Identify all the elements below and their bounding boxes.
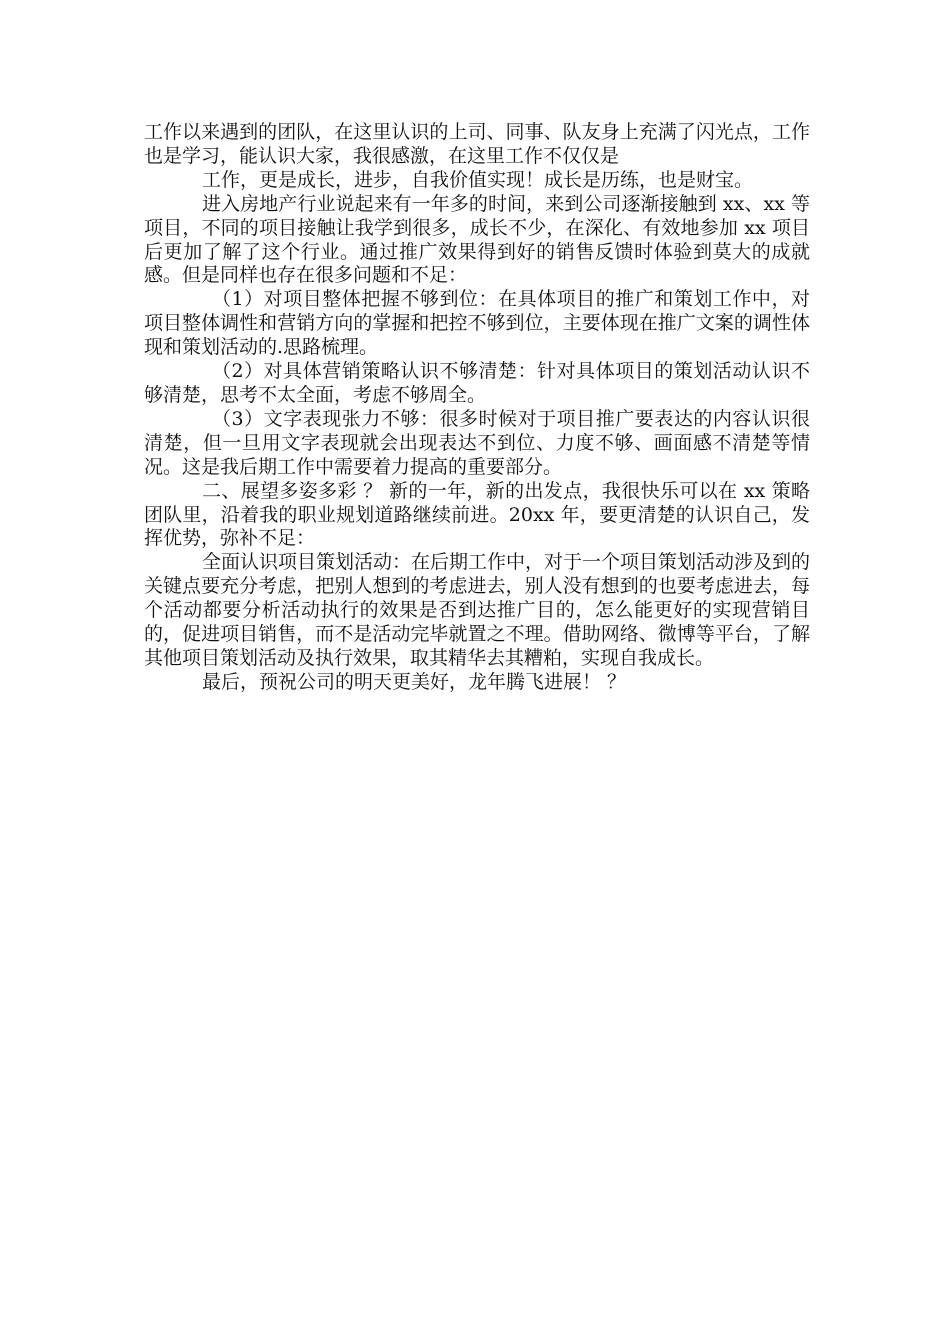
list-item-1: （1）对项目整体把握不够到位：在具体项目的推广和策划工作中，对项目整体调性和营销方向的掌握和把控不够到位，主要体现在推广文案的调性体现和策划活动的.思路梳理。 [144, 288, 810, 359]
document-body [144, 121, 810, 695]
paragraph-plan: 全面认识项目策划活动：在后期工作中，对于一个项目策划活动涉及到的关键点要充分考虑，把别人想到的考虑进去，别人没有想到的也要考虑进去，每个活动都要分析活动执行的效果是否到达推广目的，怎么能更好的实现营销目的，促进项目销售，而不是活动完毕就置之不理。借助网络、微博等平台，了解其他项目策划活动及执行效果，取其精华去其糟粕，实现自我成长。 [144, 551, 811, 669]
section-heading-outlook: 二、展望多姿多彩 ？ 新的一年，新的出发点，我很快乐可以在 xx 策略团队里，沿着我的职业规划道路继续前进。20xx 年，要更清楚的认识自己，发挥优势，弥补不足： [144, 479, 810, 550]
list-item-2: （2）对具体营销策略认识不够清楚：针对具体项目的策划活动认识不够清楚，思考不太全面，考虑不够周全。 [144, 360, 810, 406]
paragraph-2: 工作，更是成长，进步，自我价值实现！成长是历练，也是财宝。 [202, 168, 754, 191]
closing-paragraph: 最后，预祝公司的明天更美好，龙年腾飞进展！ ？ [202, 670, 627, 693]
list-item-3: （3）文字表现张力不够：很多时候对于项目推广要表达的内容认识很清楚，但一旦用文字表现就会出现表达不到位、力度不够、画面感不清楚等情况。这是我后期工作中需要着力提高的重要部分。 [144, 407, 810, 478]
paragraph-1: 工作以来遇到的团队，在这里认识的上司、同事、队友身上充满了闪光点，工作也是学习，能认识大家，我很感激，在这里工作不仅仅是 [144, 121, 810, 167]
paragraph-3: 进入房地产行业说起来有一年多的时间，来到公司逐渐接触到 xx、xx 等项目，不同的项目接触让我学到很多，成长不少，在深化、有效地参加 xx 项目后更加了解了这个行业。通过推广效果得到好的销售反馈时体验到莫大的成就感。但是同样也存在很多问题和不足： [144, 192, 810, 287]
